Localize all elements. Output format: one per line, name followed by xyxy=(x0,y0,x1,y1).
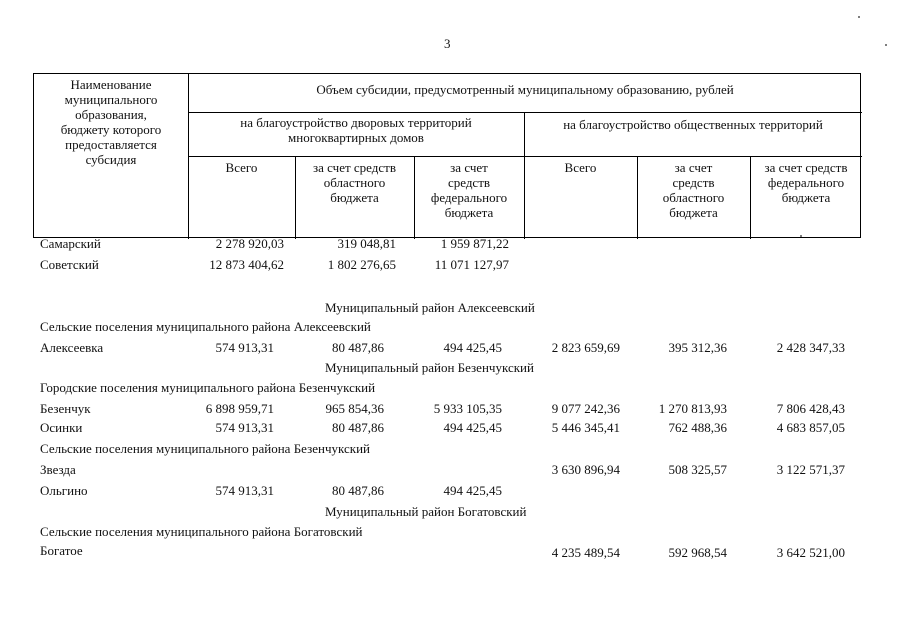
col-federal-header: за счет средств федерального бюджета xyxy=(430,160,508,220)
section-subtitle: Сельские поселения муниципального района Алексеевский xyxy=(40,319,371,334)
cell-regional: 1 802 276,65 xyxy=(327,257,396,272)
cell-total2: 2 823 659,69 xyxy=(551,340,620,355)
cell-federal: 5 933 105,35 xyxy=(433,401,502,416)
cell-regional2: 395 312,36 xyxy=(668,340,727,355)
cell-total: 6 898 959,71 xyxy=(205,401,274,416)
cell-regional: 319 048,81 xyxy=(337,236,396,251)
cell-total: 574 913,31 xyxy=(215,340,274,355)
cell-federal: 11 071 127,97 xyxy=(434,257,509,272)
row-name: Богатое xyxy=(40,543,83,558)
scan-speck xyxy=(885,44,887,46)
row-name: Безенчук xyxy=(40,401,91,416)
cell-total: 574 913,31 xyxy=(215,483,274,498)
cell-regional2: 1 270 813,93 xyxy=(658,401,727,416)
cell-total2: 4 235 489,54 xyxy=(551,545,620,560)
name-column-header: Наименование муниципального образования, бюджету которого предоставляется субсидия xyxy=(60,77,162,167)
cell-total2: 5 446 345,41 xyxy=(551,420,620,435)
cell-total: 574 913,31 xyxy=(215,420,274,435)
table-header xyxy=(33,73,861,238)
cell-regional: 80 487,86 xyxy=(332,483,384,498)
col-federal2-header: за счет средств федерального бюджета xyxy=(764,160,848,205)
cell-total2: 9 077 242,36 xyxy=(551,401,620,416)
group-public-header: на благоустройство общественных территорий xyxy=(563,117,823,132)
cell-federal: 1 959 871,22 xyxy=(440,236,509,251)
row-name: Звезда xyxy=(40,462,76,477)
row-name: Осинки xyxy=(40,420,83,435)
page-number: 3 xyxy=(444,36,451,51)
row-name: Ольгино xyxy=(40,483,88,498)
cell-total2: 3 630 896,94 xyxy=(551,462,620,477)
cell-federal: 494 425,45 xyxy=(443,420,502,435)
cell-total: 12 873 404,62 xyxy=(209,257,284,272)
section-subtitle: Сельские поселения муниципального района Безенчукский xyxy=(40,441,370,456)
section-title: Муниципальный район Алексеевский xyxy=(325,300,535,315)
row-name: Самарский xyxy=(40,236,101,251)
cell-regional: 80 487,86 xyxy=(332,420,384,435)
scan-speck xyxy=(858,16,860,18)
cell-federal2: 3 122 571,37 xyxy=(776,462,845,477)
section-subtitle: Сельские поселения муниципального района Богатовский xyxy=(40,524,363,539)
cell-regional: 80 487,86 xyxy=(332,340,384,355)
cell-total: 2 278 920,03 xyxy=(215,236,284,251)
cell-federal: 494 425,45 xyxy=(443,340,502,355)
cell-federal2: 4 683 857,05 xyxy=(776,420,845,435)
col-regional-header: за счет средств областного бюджета xyxy=(313,160,396,205)
col-total2-header: Всего xyxy=(564,160,597,175)
cell-regional2: 762 488,36 xyxy=(668,420,727,435)
cell-federal: 494 425,45 xyxy=(443,483,502,498)
row-name: Алексеевка xyxy=(40,340,104,355)
cell-regional2: 508 325,57 xyxy=(668,462,727,477)
section-subtitle: Городские поселения муниципального района Безенчукский xyxy=(40,380,376,395)
cell-federal2: 3 642 521,00 xyxy=(776,545,845,560)
section-title: Муниципальный район Богатовский xyxy=(325,504,527,519)
group-yards-header: на благоустройство дворовых территорий многоквартирных домов xyxy=(240,115,472,145)
col-regional2-header: за счет средств областного бюджета xyxy=(662,160,725,220)
cell-regional: 965 854,36 xyxy=(325,401,384,416)
cell-federal2: 2 428 347,33 xyxy=(776,340,845,355)
row-name: Советский xyxy=(40,257,99,272)
main-header-title: Объем субсидии, предусмотренный муниципальному образованию, рублей xyxy=(316,82,734,97)
cell-regional2: 592 968,54 xyxy=(668,545,727,560)
col-total-header: Всего xyxy=(225,160,258,175)
section-title: Муниципальный район Безенчукский xyxy=(325,360,534,375)
cell-federal2: 7 806 428,43 xyxy=(776,401,845,416)
